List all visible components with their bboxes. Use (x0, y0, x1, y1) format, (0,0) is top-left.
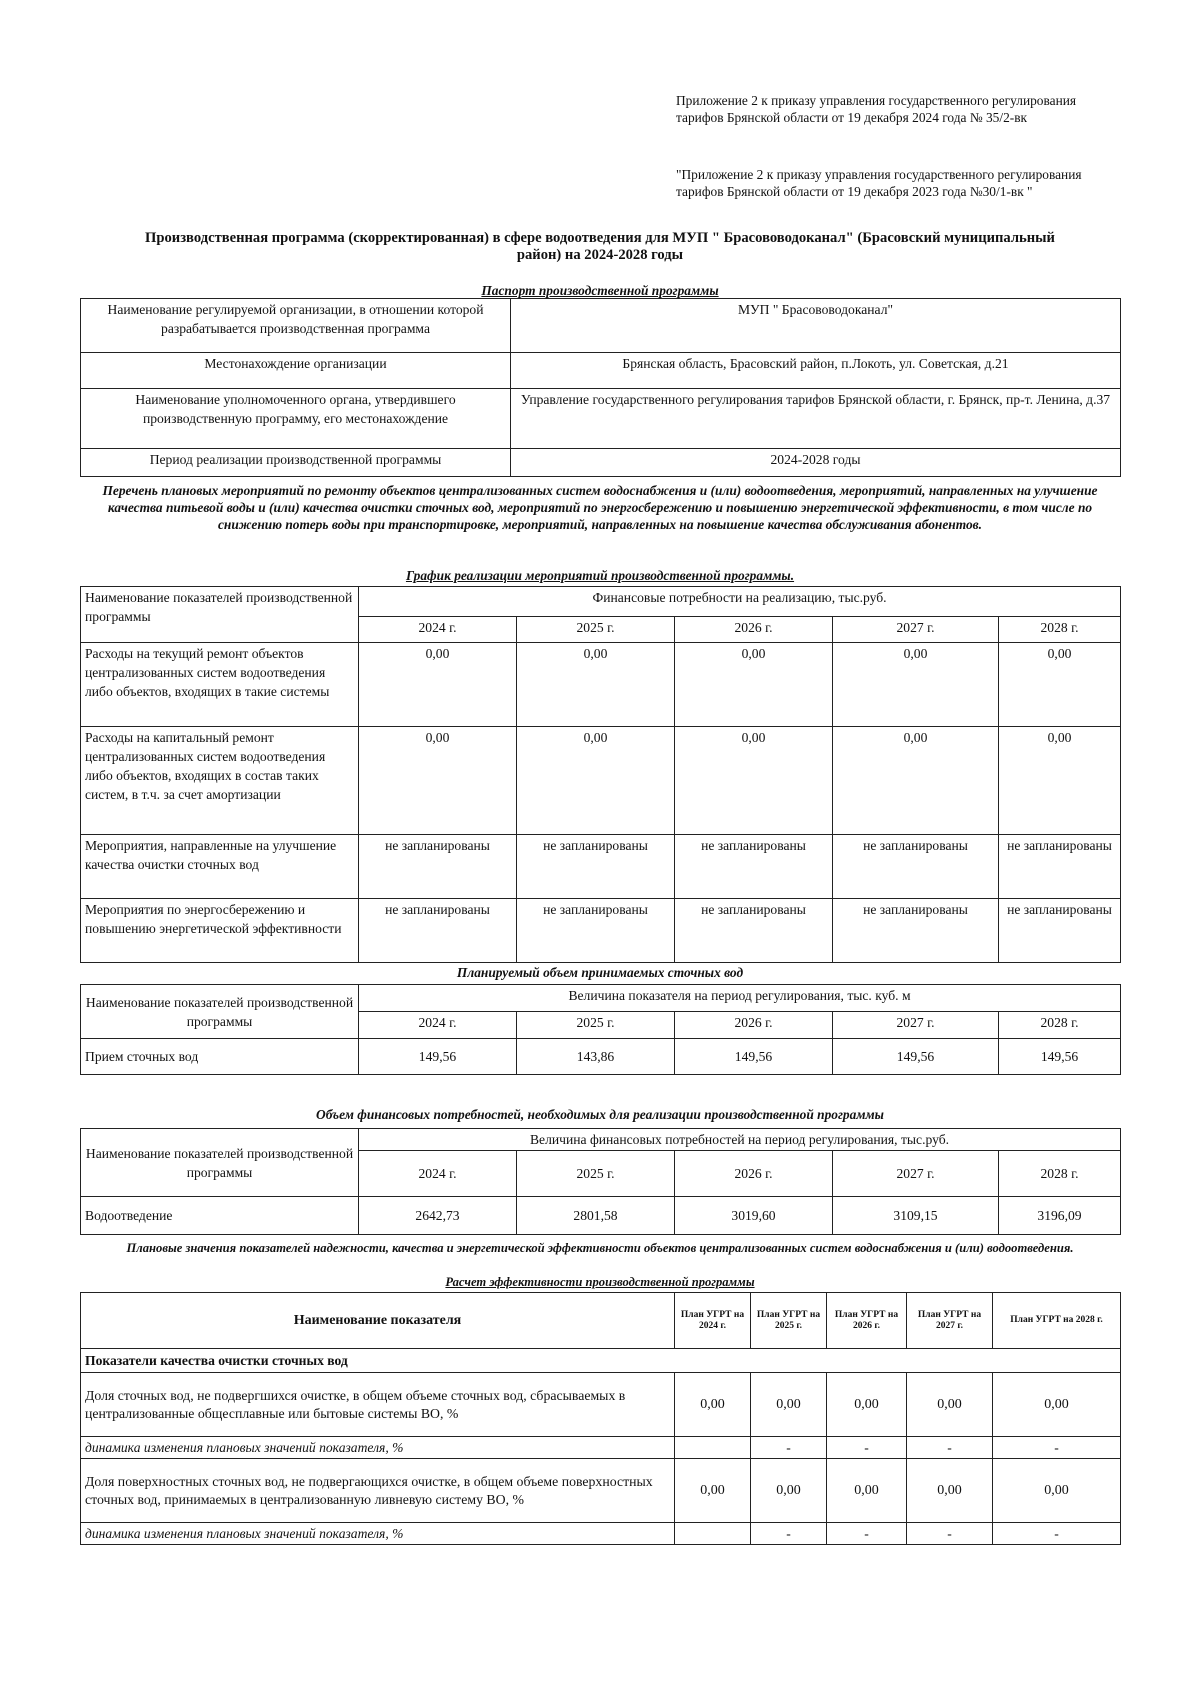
cell-value: 0,00 (999, 643, 1121, 727)
cell-value: 2642,73 (359, 1197, 517, 1235)
cell-value: не запланированы (833, 899, 999, 963)
volume-head-label: Наименование показателей производственной программы (81, 985, 359, 1039)
finance-table (80, 1128, 1121, 1235)
section-header: Показатели качества очистки сточных вод (81, 1349, 1121, 1373)
passport-row (81, 353, 1121, 389)
cell-value: не запланированы (675, 899, 833, 963)
document-title: Производственная программа (скорректированная) в сфере водоотведения для МУП " Брасововодоканал" (Брасовский муниципальный район) на 2024-2028 годы (145, 230, 1055, 263)
measures-head-group: Финансовые потребности на реализацию, тыс.руб. (359, 587, 1121, 617)
reliability-calc-caption: Расчет эффективности производственной программы (445, 1275, 755, 1289)
volume-head-group: Величина показателя на период регулирования, тыс. куб. м (359, 985, 1121, 1012)
year-header: 2024 г. (359, 617, 517, 643)
row-label: Водоотведение (81, 1197, 359, 1235)
year-header: 2025 г. (517, 617, 675, 643)
reliability-caption: Плановые значения показателей надежности, качества и энергетической эффективности объектов централизованных систем водоснабжения и (или) водоотведения. (126, 1241, 1074, 1255)
year-header: 2024 г. (359, 1151, 517, 1197)
passport-caption: Паспорт производственной программы (481, 283, 719, 298)
cell-value: - (993, 1437, 1121, 1459)
finance-caption: Объем финансовых потребностей, необходимых для реализации производственной программы (316, 1107, 884, 1122)
cell-value: не запланированы (833, 835, 999, 899)
cell-value: не запланированы (359, 835, 517, 899)
row-label: динамика изменения плановых значений показателя, % (81, 1523, 675, 1545)
row-label: Доля поверхностных сточных вод, не подвергающихся очистке, в общем объеме поверхностных сточных вод, принимаемых в централизованную ливневую систему ВО, % (81, 1459, 675, 1523)
measures-head-label: Наименование показателей производственной программы (81, 587, 359, 643)
cell-value: 143,86 (517, 1039, 675, 1075)
cell-value: 0,00 (993, 1373, 1121, 1437)
cell-value: - (751, 1437, 827, 1459)
passport-table (80, 298, 1121, 477)
passport-value: Управление государственного регулирования тарифов Брянской области, г. Брянск, пр-т. Ленина, д.37 (511, 389, 1121, 449)
volume-table (80, 984, 1121, 1075)
plan-header: План УГРТ на 2028 г. (993, 1293, 1121, 1349)
cell-value: 0,00 (993, 1459, 1121, 1523)
cell-value (675, 1523, 751, 1545)
passport-label: Местонахождение организации (81, 353, 511, 389)
table-row (81, 1039, 1121, 1075)
cell-value: 0,00 (675, 1459, 751, 1523)
cell-value: 149,56 (833, 1039, 999, 1075)
reliability-table (80, 1292, 1121, 1545)
plan-header: План УГРТ на 2026 г. (827, 1293, 907, 1349)
cell-value: - (751, 1523, 827, 1545)
year-header: 2028 г. (999, 1151, 1121, 1197)
plan-header: План УГРТ на 2025 г. (751, 1293, 827, 1349)
plan-header: План УГРТ на 2027 г. (907, 1293, 993, 1349)
cell-value: не запланированы (999, 835, 1121, 899)
cell-value: - (907, 1523, 993, 1545)
finance-head-group: Величина финансовых потребностей на период регулирования, тыс.руб. (359, 1129, 1121, 1151)
year-header: 2025 г. (517, 1151, 675, 1197)
passport-label: Период реализации производственной программы (81, 449, 511, 477)
year-header: 2026 г. (675, 1012, 833, 1039)
table-row (81, 643, 1121, 727)
year-header: 2027 г. (833, 617, 999, 643)
passport-row (81, 299, 1121, 353)
cell-value: 149,56 (359, 1039, 517, 1075)
cell-value: 0,00 (675, 1373, 751, 1437)
cell-value: 2801,58 (517, 1197, 675, 1235)
cell-value: 0,00 (517, 727, 675, 835)
year-header: 2025 г. (517, 1012, 675, 1039)
cell-value: - (907, 1437, 993, 1459)
table-row (81, 1197, 1121, 1235)
cell-value: 0,00 (675, 727, 833, 835)
cell-value: 3109,15 (833, 1197, 999, 1235)
cell-value: 0,00 (751, 1459, 827, 1523)
row-label: динамика изменения плановых значений показателя, % (81, 1437, 675, 1459)
row-label: Доля сточных вод, не подвергшихся очистке, в общем объеме сточных вод, сбрасываемых в централизованные общесплавные или бытовые системы ВО, % (81, 1373, 675, 1437)
finance-head-label: Наименование показателей производственной программы (81, 1129, 359, 1197)
plan-header: План УГРТ на 2024 г. (675, 1293, 751, 1349)
cell-value (675, 1437, 751, 1459)
cell-value: не запланированы (359, 899, 517, 963)
cell-value: не запланированы (517, 835, 675, 899)
cell-value: не запланированы (675, 835, 833, 899)
measures-schedule-caption: График реализации мероприятий производственной программы. (405, 568, 795, 583)
year-header: 2026 г. (675, 617, 833, 643)
table-row (81, 1437, 1121, 1459)
cell-value: 0,00 (517, 643, 675, 727)
table-row (81, 899, 1121, 963)
row-label: Мероприятия по энергосбережению и повышению энергетической эффективности (81, 899, 359, 963)
cell-value: 0,00 (833, 643, 999, 727)
cell-value: 0,00 (907, 1373, 993, 1437)
passport-value: МУП " Брасововодоканал" (511, 299, 1121, 353)
measures-caption: Перечень плановых мероприятий по ремонту объектов централизованных систем водоснабжения и (или) водоотведения, мероприятий, направленных на улучшение качества питьевой воды и (или) качества очистки сточных вод, мероприятий по энергосбережению и повышению энергетической эффективности, в том числе по снижению потерь воды при транспортировке, мероприятий, направленных на повышение качества обслуживания абонентов. (102, 483, 1098, 532)
passport-value: Брянская область, Брасовский район, п.Локоть, ул. Советская, д.21 (511, 353, 1121, 389)
cell-value: - (827, 1437, 907, 1459)
volume-caption: Планируемый объем принимаемых сточных вод (456, 965, 744, 980)
year-header: 2026 г. (675, 1151, 833, 1197)
appendix-note-1: Приложение 2 к приказу управления государственного регулирования тарифов Брянской области от 19 декабря 2024 года № 35/2-вк (676, 93, 1077, 125)
passport-row (81, 449, 1121, 477)
cell-value: 0,00 (833, 727, 999, 835)
cell-value: 3196,09 (999, 1197, 1121, 1235)
passport-label: Наименование уполномоченного органа, утвердившего производственную программу, его местонахождение (81, 389, 511, 449)
year-header: 2028 г. (999, 617, 1121, 643)
appendix-note-2: "Приложение 2 к приказу управления государственного регулирования тарифов Брянской области от 19 декабря 2023 года №30/1-вк " (676, 167, 1082, 199)
table-row (81, 1373, 1121, 1437)
table-row (81, 1523, 1121, 1545)
table-row (81, 727, 1121, 835)
reliability-head-label: Наименование показателя (81, 1293, 675, 1349)
cell-value: 0,00 (675, 643, 833, 727)
year-header: 2024 г. (359, 1012, 517, 1039)
table-row (81, 835, 1121, 899)
cell-value: не запланированы (517, 899, 675, 963)
row-label: Расходы на капитальный ремонт централизованных систем водоотведения либо объектов, входящих в состав таких систем, в т.ч. за счет амортизации (81, 727, 359, 835)
measures-table (80, 586, 1121, 963)
cell-value: - (827, 1523, 907, 1545)
cell-value: 0,00 (827, 1459, 907, 1523)
cell-value: 0,00 (359, 727, 517, 835)
year-header: 2027 г. (833, 1012, 999, 1039)
row-label: Мероприятия, направленные на улучшение качества очистки сточных вод (81, 835, 359, 899)
passport-value: 2024-2028 годы (511, 449, 1121, 477)
cell-value: 149,56 (999, 1039, 1121, 1075)
passport-row (81, 389, 1121, 449)
cell-value: 0,00 (359, 643, 517, 727)
passport-label: Наименование регулируемой организации, в отношении которой разрабатывается производственная программа (81, 299, 511, 353)
year-header: 2027 г. (833, 1151, 999, 1197)
cell-value: 0,00 (751, 1373, 827, 1437)
cell-value: 0,00 (907, 1459, 993, 1523)
table-row (81, 1459, 1121, 1523)
cell-value: не запланированы (999, 899, 1121, 963)
row-label: Расходы на текущий ремонт объектов централизованных систем водоотведения либо объектов, входящих в такие системы (81, 643, 359, 727)
cell-value: 149,56 (675, 1039, 833, 1075)
cell-value: 0,00 (999, 727, 1121, 835)
row-label: Прием сточных вод (81, 1039, 359, 1075)
cell-value: 3019,60 (675, 1197, 833, 1235)
year-header: 2028 г. (999, 1012, 1121, 1039)
cell-value: - (993, 1523, 1121, 1545)
cell-value: 0,00 (827, 1373, 907, 1437)
